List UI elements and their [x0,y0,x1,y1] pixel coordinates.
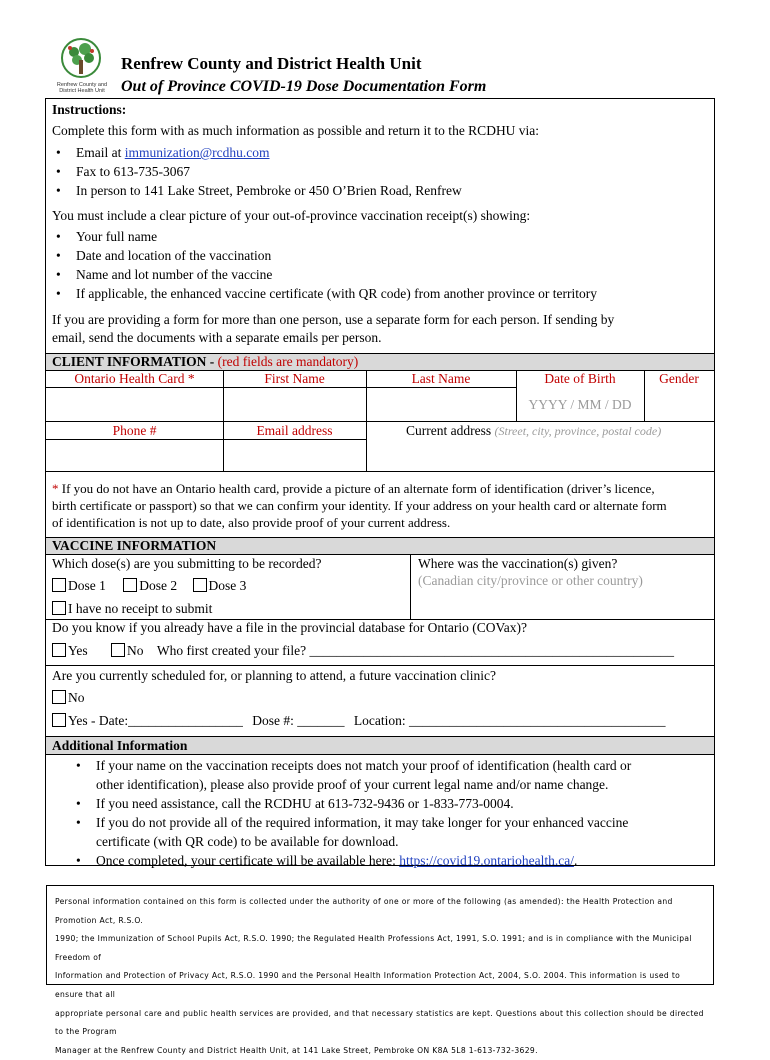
scheduled-date-field[interactable]: Yes - Date:_________________ [68,713,243,728]
scheduled-yes-option [52,713,665,729]
first-name-input[interactable] [224,388,366,421]
additional-item-text: Once completed, your certificate will be available here: [96,853,400,868]
scheduled-yes-checkbox[interactable] [52,713,66,727]
covax-no-checkbox[interactable] [111,643,125,657]
divider [46,471,714,472]
id-note-2: birth certificate or passport) so that we can confirm your identity. If your address on your health card or alternate form [52,498,667,513]
privacy-notice-text [55,893,705,1060]
email-input[interactable] [224,440,366,471]
covax-yes-checkbox[interactable] [52,643,66,657]
additional-item: • If you need assistance, call the RCDHU at 613-732-9436 or 1-833-773-0004. [72,794,631,813]
client-info-title: CLIENT INFORMATION - [52,354,215,369]
where-given-question: Where was the vaccination(s) given? [418,556,618,571]
instructions-heading: Instructions: [52,102,127,117]
divider [516,370,517,421]
multi-person-note-1: If you are providing a form for more than one person, use a separate form for each person. If sending by [52,312,615,327]
no-receipt-option [52,601,212,617]
health-card-input[interactable] [46,388,223,421]
dob-placeholder [516,397,644,413]
scheduled-no-label: No [68,690,85,705]
label-phone: Phone # [112,423,157,438]
label-dob: Date of Birth [544,371,616,386]
client-info-heading [52,354,358,370]
label-address [406,423,661,439]
receipt-item: • Your full name [52,227,597,246]
where-given-hint: (Canadian city/province or other country) [418,573,643,588]
dose3-checkbox[interactable] [193,578,207,592]
privacy-line: 1990; the Immunization of School Pupils Act, R.S.O. 1990; the Regulated Health Professions Act, 1991, S.O. 1991; and is in compliance with the Municipal Freedom of [55,934,692,962]
dose2-label: Dose 2 [139,578,178,593]
divider [644,370,645,421]
address-hint: (Street, city, province, postal code) [494,424,662,438]
where-given-input[interactable] [411,590,714,618]
id-note-text: If you do not have an Ontario health card, provide a picture of an alternate form of identification (driver’s licence, [58,481,655,496]
additional-item [72,756,631,794]
divider [46,421,714,422]
dob-year: YYYY [528,397,567,412]
picture-intro: You must include a clear picture of your out-of-province vaccination receipt(s) showing: [52,208,531,223]
scheduled-no-checkbox[interactable] [52,690,66,704]
dose1-checkbox[interactable] [52,578,66,592]
contact-email [52,143,462,162]
privacy-line: Information and Protection of Privacy Act, R.S.O. 1990 and the Personal Health Information Protection Act, 2004, S.O. 2004. This information is used to ensure that all [55,971,681,999]
label-health-card: Ontario Health Card * [74,371,195,386]
no-receipt-checkbox[interactable] [52,601,66,615]
vaccine-info-heading: VACCINE INFORMATION [52,538,217,553]
phone-input[interactable] [46,440,223,471]
additional-item-text: . [573,853,578,868]
label-gender: Gender [659,371,699,386]
receipt-item: • Name and lot number of the vaccine [52,265,597,284]
scheduled-no-option [52,690,85,706]
covax-options [52,643,674,659]
additional-info-list [72,756,631,870]
who-created-field[interactable]: Who first created your file? ______________________________________________________ [156,643,674,658]
additional-info-heading: Additional Information [52,738,188,753]
address-input[interactable] [367,440,714,471]
scheduled-question: Are you currently scheduled for, or planning to attend, a future vaccination clinic? [52,668,497,683]
dose-options [52,578,246,594]
id-note-3: of identification is not up to date, also provide proof of your current address. [52,515,451,530]
dob-month: MM [577,397,602,412]
logo-caption: Renfrew County and District Health Unit [56,82,108,94]
gender-input[interactable] [645,388,714,421]
divider [46,554,714,555]
multi-person-note-2: email, send the documents with a separate emails per person. [52,330,382,345]
additional-item-text: If you do not provide all of the required information, it may take longer for your enhanced vaccine [96,815,629,830]
receipt-item: • Date and location of the vaccination [52,246,597,265]
privacy-line: Manager at the Renfrew County and District Health Unit, at 141 Lake Street, Pembroke ON K8A 5L8 1-613-732-3629. [55,1045,538,1055]
scheduled-location-field[interactable]: Location: ______________________________________ [353,713,666,728]
no-receipt-label: I have no receipt to submit [68,601,213,616]
receipt-item: • If applicable, the enhanced vaccine certificate (with QR code) from another province or territory [52,284,597,303]
last-name-input[interactable] [367,388,516,421]
scheduled-dose-field[interactable]: Dose #: _______ [252,713,345,728]
dose1-label: Dose 1 [68,578,106,593]
dob-day: DD [612,397,632,412]
id-note-1 [52,481,655,497]
email-prefix: Email at [76,145,125,160]
contact-in-person: • In person to 141 Lake Street, Pembroke or 450 O’Brien Road, Renfrew [52,181,462,200]
dob-separator: / [601,397,613,412]
email-link[interactable]: immunization@rcdhu.com [124,145,270,160]
divider [366,370,367,471]
label-first-name: First Name [264,371,325,386]
divider [223,370,224,471]
additional-item [72,851,631,870]
privacy-line: appropriate personal care and public health services are provided, and that necessary statistics are kept. Questions about this collection should be directed to the Program [55,1008,704,1037]
covax-yes-label: Yes [68,643,88,658]
additional-item [72,813,631,851]
covax-question: Do you know if you already have a file in the provincial database for Ontario (COVax)? [52,620,527,635]
covax-no-label: No [127,643,144,658]
additional-item-text: other identification), please also provide proof of your current legal name and/or name change. [96,777,609,792]
additional-item-text: If your name on the vaccination receipts does not match your proof of identification (health card or [96,758,632,773]
receipt-requirements-list [52,227,597,303]
dose3-label: Dose 3 [208,578,247,593]
additional-item-text: certificate (with QR code) to be available for download. [96,834,399,849]
divider [46,754,714,755]
id-note-star: * [52,481,59,496]
contact-methods-list [52,143,462,200]
label-email: Email address [256,423,333,438]
form-title: Out of Province COVID-19 Dose Documentation Form [121,78,487,95]
address-label: Current address [406,423,492,438]
dose2-checkbox[interactable] [123,578,137,592]
divider [46,665,714,666]
contact-fax: • Fax to 613-735-3067 [52,162,462,181]
label-last-name: Last Name [411,371,471,386]
privacy-line: Personal information contained on this form is collected under the authority of one or more of the following (as amended): the Health Protection and Promotion Act, R.S.O. [55,897,673,925]
org-name: Renfrew County and District Health Unit [121,54,422,73]
mandatory-note: (red fields are mandatory) [217,354,359,369]
ontario-health-link[interactable]: https://covid19.ontariohealth.ca/ [399,853,574,868]
dob-separator: / [566,397,578,412]
instructions-intro: Complete this form with as much information as possible and return it to the RCDHU via: [52,123,540,138]
which-doses-question: Which dose(s) are you submitting to be recorded? [52,556,322,571]
